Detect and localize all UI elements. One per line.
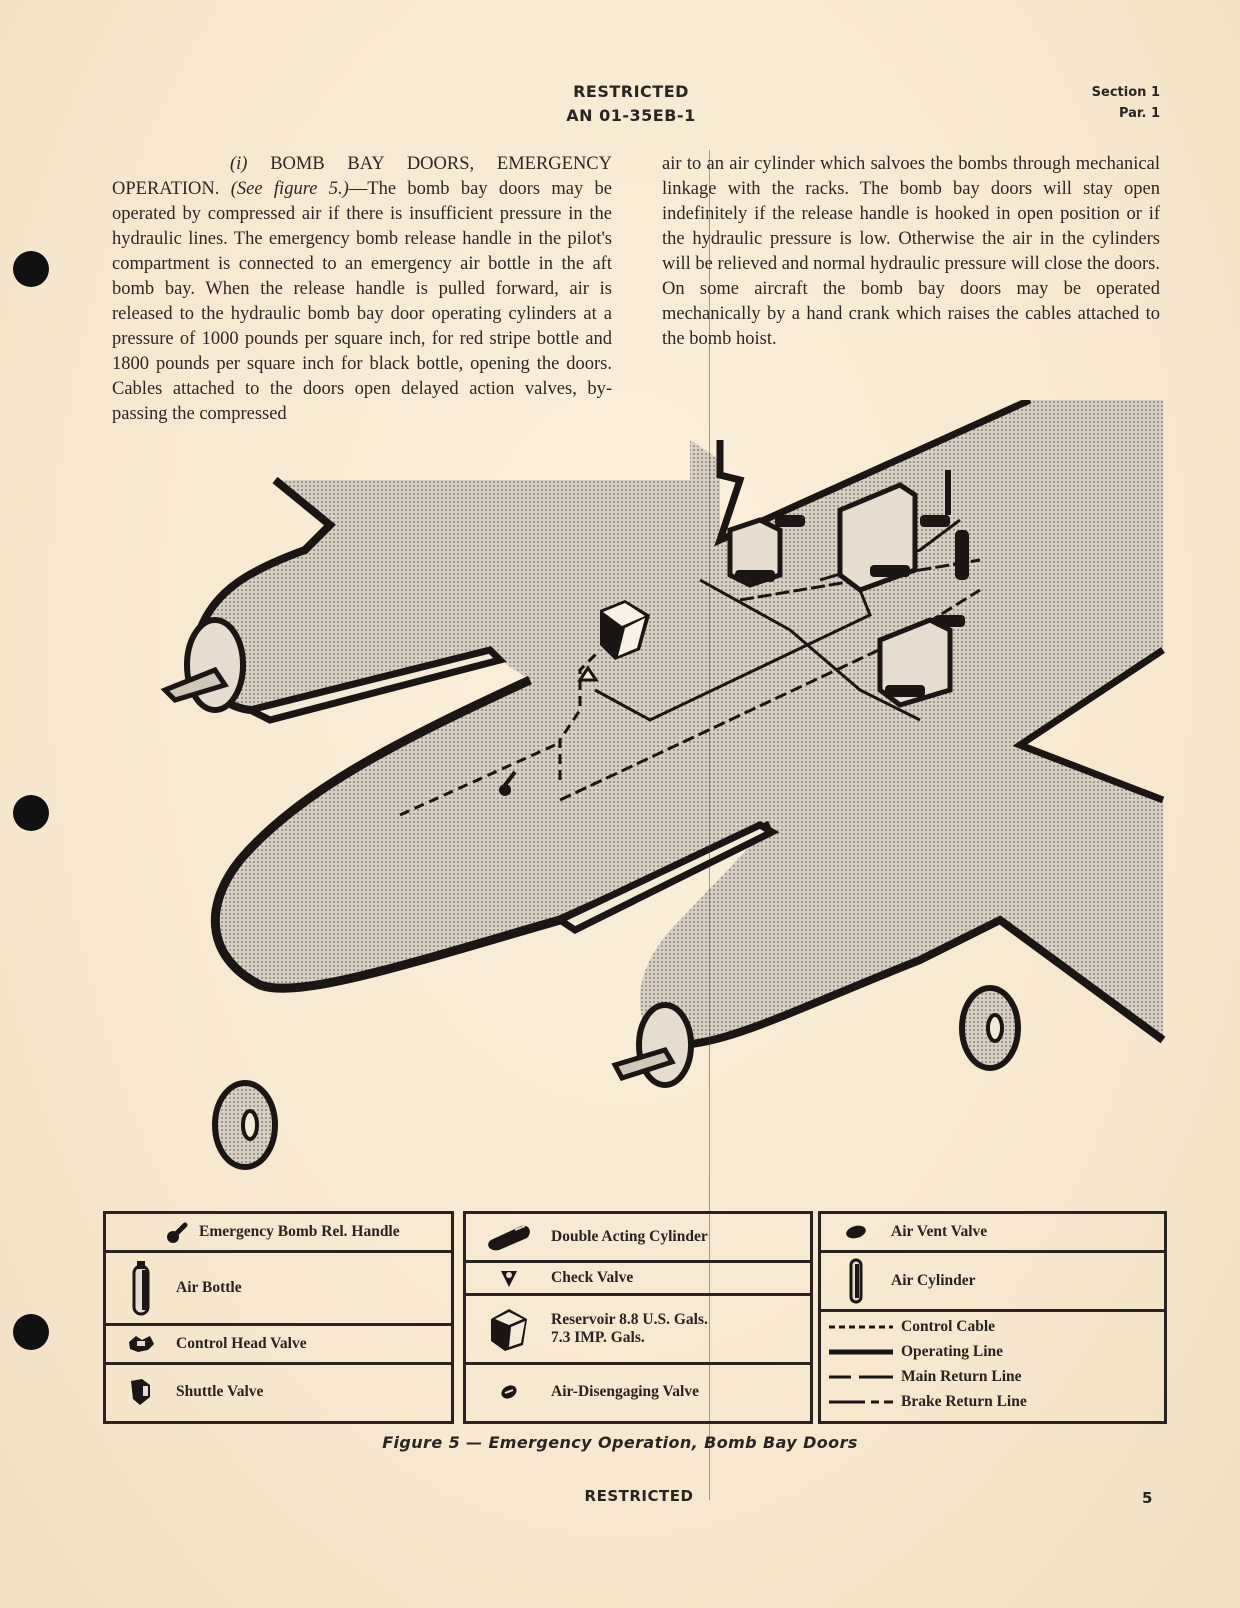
legend-column-1 xyxy=(103,1211,454,1424)
air-bottle-icon xyxy=(106,1260,176,1316)
paragraph-label: Par. 1 xyxy=(1118,106,1160,121)
header-classification: RESTRICTED xyxy=(573,82,689,101)
legend-line-item: Operating Line xyxy=(821,1339,1164,1364)
shuttle-valve-icon xyxy=(106,1377,176,1407)
binder-hole-top xyxy=(13,251,49,287)
brake-return-line-swatch xyxy=(821,1399,901,1405)
air-cylinder-icon xyxy=(821,1258,891,1304)
section-label: Section 1 xyxy=(1091,85,1160,100)
line-type-legend xyxy=(821,1314,1164,1414)
document-number: AN 01-35EB-1 xyxy=(566,106,696,125)
check-valve-icon xyxy=(466,1267,551,1289)
legend-item: Emergency Bomb Rel. Handle xyxy=(106,1214,451,1253)
legend-item: Air-Disengaging Valve xyxy=(466,1365,810,1418)
air-disengaging-valve-icon xyxy=(466,1384,551,1400)
legend-item: Air Bottle xyxy=(106,1253,451,1326)
page-header xyxy=(566,80,696,128)
legend-item: Double Acting Cylinder xyxy=(466,1214,810,1263)
figure-caption: Figure 5 — Emergency Operation, Bomb Bay Doors xyxy=(382,1433,858,1452)
legend-item xyxy=(466,1296,810,1365)
section-reference xyxy=(1092,82,1160,124)
reservoir-capacity-imp: 7.3 IMP. Gals. xyxy=(551,1329,645,1346)
body-column-right xyxy=(662,152,1160,352)
reservoir-capacity-us: Reservoir 8.8 U.S. Gals. xyxy=(551,1311,708,1328)
legend-line-item: Brake Return Line xyxy=(821,1389,1164,1414)
landing-gear-wheels xyxy=(215,988,1018,1167)
legend-column-3 xyxy=(818,1211,1167,1424)
section-heading: BOMB BAY DOORS, EMERGENCY OPERATION. xyxy=(112,154,613,199)
aircraft-diagram xyxy=(0,400,1240,1190)
binder-hole-bottom xyxy=(13,1314,49,1350)
legend-column-2 xyxy=(463,1211,813,1424)
air-vent-valve-icon xyxy=(821,1224,891,1240)
legend-item: Control Head Valve xyxy=(106,1326,451,1365)
engine-right xyxy=(615,1005,691,1085)
legend-item: Check Valve xyxy=(466,1263,810,1296)
legend-item: Shuttle Valve xyxy=(106,1365,451,1418)
legend-line-item: Control Cable xyxy=(821,1314,1164,1339)
footer-classification: RESTRICTED xyxy=(584,1487,694,1505)
page-number: 5 xyxy=(1142,1489,1153,1507)
reservoir-icon xyxy=(466,1305,551,1353)
control-head-valve-icon xyxy=(106,1334,176,1354)
handle-icon xyxy=(106,1221,199,1243)
heading-prefix: (i) xyxy=(230,154,248,174)
double-acting-cylinder-icon xyxy=(466,1222,551,1252)
legend-line-item: Main Return Line xyxy=(821,1364,1164,1389)
solid-line-swatch xyxy=(821,1348,901,1356)
main-return-line-swatch xyxy=(821,1374,901,1380)
paragraph-text-right: air to an air cylinder which salvoes the bombs through mechanical linkage with the racks. The bomb bay doors will stay open indefinitely if the release handle is hooked in open position or if the hydraulic pressure is low. Otherwise the air in the cylinders will be relieved and normal hydraulic pressure will close the doors. On some aircraft the bomb bay doors may be operated mechanically by a hand crank which raises the cables attached to the bomb hoist. xyxy=(662,154,1160,349)
legend-item: Air Vent Valve xyxy=(821,1214,1164,1253)
dashed-line-swatch xyxy=(821,1324,901,1330)
fuselage-shape xyxy=(197,400,1163,1045)
engine-left xyxy=(165,620,243,710)
body-column-left xyxy=(112,152,612,427)
paragraph-text-left: —The bomb bay doors may be operated by compressed air if there is insufficient pressure in the hydraulic lines. The emergency bomb release handle in the pilot's compartment is connected to an emergency air bottle in the aft bomb bay. When the release handle is pulled forward, air is released to the hydraulic bomb bay door operating cylinders at a pressure of 1000 pounds per square inch, for red stripe bottle and 1800 pounds per square inch for black bottle, opening the doors. Cables attached to the doors open delayed action valves, by-passing the compressed xyxy=(112,179,613,424)
figure-reference: (See figure 5.) xyxy=(230,179,349,199)
legend-item: Air Cylinder xyxy=(821,1253,1164,1312)
